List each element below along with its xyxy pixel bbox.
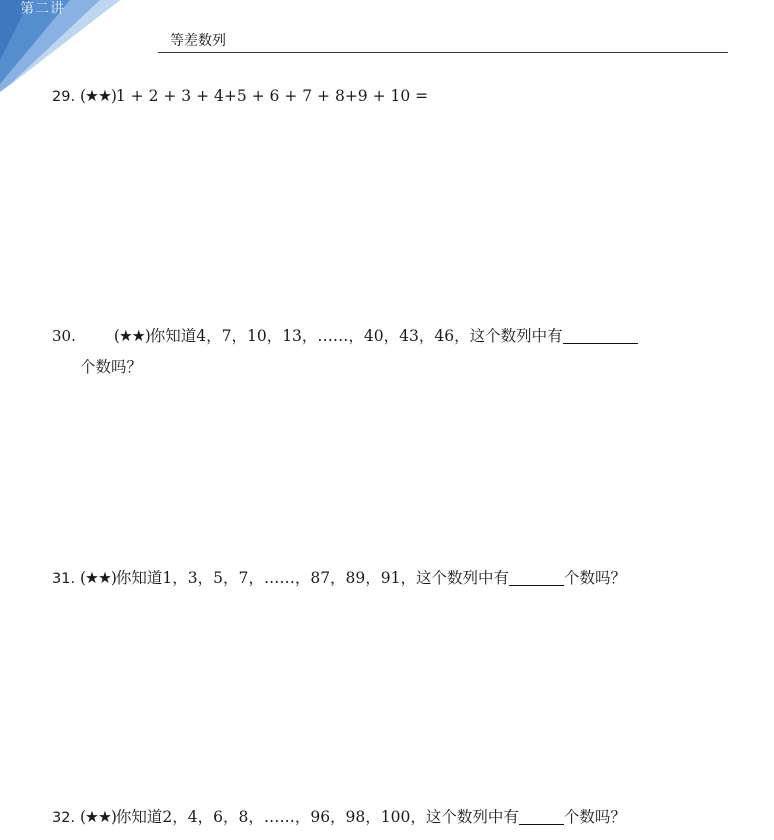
answer-blank[interactable] (563, 342, 638, 344)
question-number: 31. (52, 571, 76, 587)
question-32 (52, 806, 626, 829)
question-text-tail: 个数吗？ (563, 808, 626, 826)
question-29 (52, 85, 428, 108)
question-30 (52, 325, 638, 347)
page-title: 等差数列 (170, 33, 226, 49)
question-text: 你知道1，3，5，7，……，87，89，91，这个数列中有 (115, 569, 510, 587)
header-divider (158, 52, 728, 53)
question-text: 你知道4，7，10，13，……，40，43，46，这个数列中有 (149, 327, 563, 345)
question-number: 32. (52, 810, 76, 826)
answer-blank[interactable] (519, 823, 564, 825)
question-31 (52, 567, 626, 590)
difficulty-stars: (★★) (80, 87, 116, 105)
difficulty-stars: (★★) (80, 808, 116, 826)
question-30-continued (80, 356, 142, 378)
question-text: 1 + 2 + 3 + 4+5 + 6 + 7 + 8+9 + 10 = (115, 87, 429, 105)
answer-blank[interactable] (509, 584, 564, 586)
difficulty-stars: (★★) (80, 569, 116, 587)
difficulty-stars: (★★) (113, 327, 150, 345)
lecture-tag: 第二讲 (20, 1, 65, 17)
question-number: 29. (52, 89, 76, 105)
question-text-tail: 个数吗？ (564, 569, 627, 587)
question-text: 你知道2，4，6，8，……，96，98，100，这个数列中有 (115, 808, 519, 826)
question-text-tail: 个数吗？ (80, 358, 143, 376)
question-number: 30. (52, 327, 76, 345)
